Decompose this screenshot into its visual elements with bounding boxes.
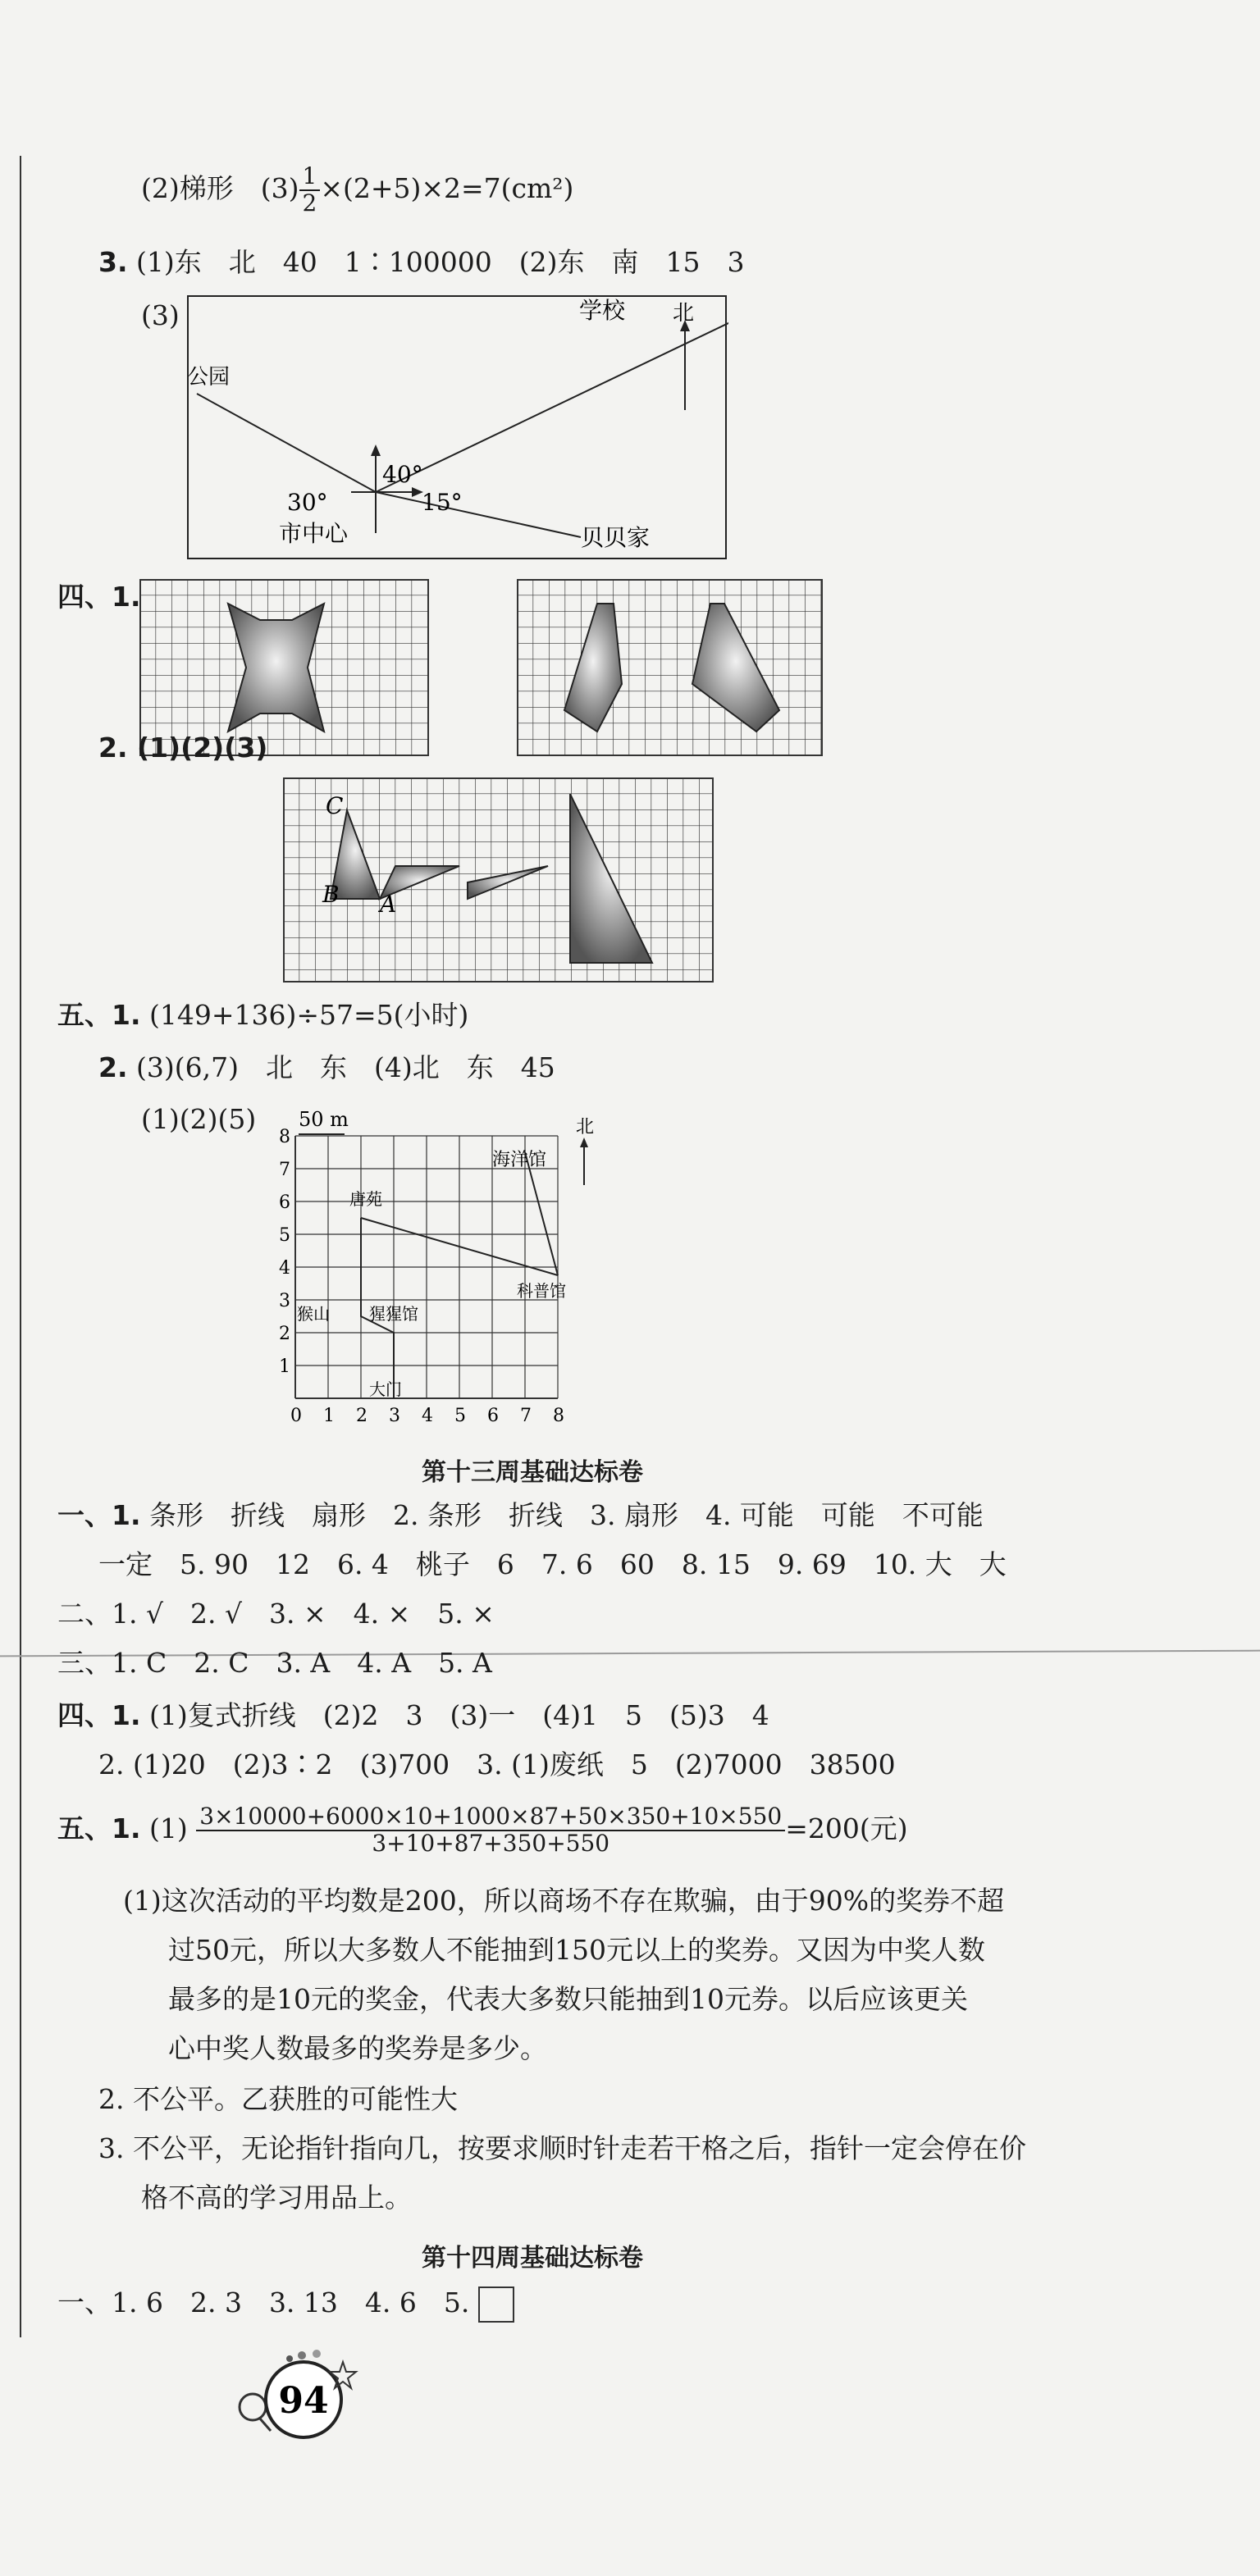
direction-map	[187, 295, 728, 566]
section-5-q2	[98, 1051, 555, 1084]
scale-label: 50 m	[299, 1108, 349, 1131]
label-north: 北	[673, 301, 695, 326]
w13-section1-cont: 一定 5. 90 12 6. 4 桃子 6 7. 6 60 8. 15 9. 69 10. 大 大	[98, 1548, 1007, 1580]
week13-title: 第十三周基础达标卷	[422, 1458, 643, 1487]
w13-5-q3-line1: 3. 不公平，无论指针指向几，按要求顺时针走若干格之后，指针一定会停在价	[98, 2132, 1026, 2164]
w13-section3: 三、1. C 2. C 3. A 4. A 5. A	[57, 1647, 492, 1679]
w13-5-para-line3: 最多的是10元的奖金，代表大多数只能抽到10元券。以后应该更关	[168, 1983, 968, 2015]
x-tick-label: 8	[553, 1406, 564, 1426]
x-tick-label: 5	[454, 1406, 466, 1426]
text: (1)复式折线 (2)2 3 (3)一 (4)1 5 (5)3 4	[149, 1699, 769, 1731]
label-ocean: 海洋馆	[492, 1150, 547, 1170]
label-B: B	[322, 881, 340, 908]
zoo-grid-lines	[295, 1136, 558, 1398]
north-arrow-head	[580, 1138, 588, 1147]
w13-5-para-line2: 过50元，所以大多数人不能抽到150元以上的奖券。又因为中奖人数	[168, 1934, 985, 1966]
grid-2	[517, 579, 829, 759]
x-tick-label: 6	[487, 1406, 499, 1426]
y-tick-label: 5	[279, 1225, 290, 1246]
section-4-label: 四、1.	[57, 581, 141, 613]
w13-5-q3-line2: 格不高的学习用品上。	[141, 2182, 412, 2214]
y-tick-label: 1	[279, 1356, 290, 1377]
section-5-q1	[57, 999, 468, 1032]
y-tick-label: 8	[279, 1127, 290, 1147]
q-number: 2.	[98, 1051, 128, 1083]
answer-q3-3-label: (3)	[141, 299, 180, 331]
q-number: 3.	[98, 246, 128, 278]
week14-title: 第十四周基础达标卷	[422, 2244, 643, 2273]
axis-arrow-up	[371, 445, 381, 456]
label-center: 市中心	[279, 520, 349, 547]
label-40deg: 40°	[382, 461, 423, 488]
y-tick-label: 4	[279, 1258, 290, 1279]
answer-line-q3	[98, 246, 744, 279]
section-4-q2-label: 2. (1)(2)(3)	[98, 732, 268, 764]
grid-3	[283, 777, 718, 987]
page-number: 94	[278, 2380, 329, 2422]
text: ×(2+5)×2=7(cm²)	[320, 171, 574, 204]
dot-decoration	[286, 2355, 293, 2362]
north-label: 北	[576, 1117, 595, 1138]
w13-section1	[57, 1499, 984, 1532]
w13-section2: 二、1. √ 2. √ 3. × 4. × 5. ×	[57, 1598, 495, 1630]
y-tick-label: 7	[279, 1160, 290, 1180]
w13-5-para-line4: 心中奖人数最多的奖券是多少。	[168, 2032, 547, 2064]
x-ticks	[290, 1406, 564, 1426]
y-ticks	[279, 1127, 290, 1377]
w13-section4-cont: 2. (1)20 (2)3∶2 (3)700 3. (1)废纸 5 (2)7000 38500	[98, 1748, 896, 1780]
map-frame	[188, 296, 726, 559]
x-tick-label: 0	[290, 1406, 302, 1426]
path-ocean-sci	[525, 1152, 558, 1275]
w14-section1	[57, 2286, 514, 2323]
y-tick-label: 6	[279, 1192, 290, 1213]
line-to-park	[197, 394, 376, 492]
label-park: 公园	[187, 365, 231, 390]
dot-decoration	[298, 2351, 306, 2359]
zoo-map	[279, 1103, 607, 1439]
q-number: 一、1.	[57, 1499, 141, 1531]
x-tick-label: 1	[323, 1406, 335, 1426]
margin-line	[20, 156, 21, 2337]
w13-5-para-line1: (1)这次活动的平均数是200，所以商场不存在欺骗，由于90%的奖券不超	[123, 1885, 1005, 1917]
label-tang: 唐苑	[349, 1189, 382, 1209]
frac-den: 2	[302, 189, 317, 217]
label-beibei: 贝贝家	[581, 524, 651, 551]
y-tick-label: 3	[279, 1291, 290, 1311]
line-to-beibei	[376, 492, 581, 537]
text: (3)(6,7) 北 东 (4)北 东 45	[136, 1051, 555, 1083]
label-sci: 科普馆	[517, 1281, 566, 1301]
frac-num: 3×10000+6000×10+1000×87+50×350+10×550	[196, 1804, 785, 1831]
dot-decoration	[313, 2350, 321, 2358]
w13-5-q2: 2. 不公平。乙获胜的可能性大	[98, 2083, 458, 2115]
x-tick-label: 2	[356, 1406, 368, 1426]
text: 一、1. 6 2. 3 3. 13 4. 6 5.	[57, 2286, 470, 2318]
magnifier-icon	[240, 2394, 266, 2420]
label-30deg: 30°	[287, 489, 328, 516]
line-to-school	[376, 303, 728, 492]
frac-den: 3+10+87+350+550	[372, 1829, 610, 1857]
page-badge	[220, 2346, 400, 2452]
label-C: C	[326, 792, 344, 819]
w13-section5-formula	[57, 1804, 908, 1857]
section-5-q2-sub: (1)(2)(5)	[141, 1103, 257, 1135]
label-gorilla: 猩猩馆	[369, 1304, 418, 1324]
text: (2)梯形 (3)	[141, 171, 299, 204]
q-number: 五、1.	[57, 1812, 141, 1844]
answer-line-trapezoid	[141, 164, 573, 217]
fraction	[196, 1804, 785, 1857]
text: 条形 折线 扇形 2. 条形 折线 3. 扇形 4. 可能 可能 不可能	[149, 1499, 984, 1531]
empty-box	[478, 2286, 514, 2323]
label-15deg: 15°	[422, 489, 463, 516]
y-tick-label: 2	[279, 1324, 290, 1344]
text: (1)东 北 40 1∶100000 (2)东 南 15 3	[136, 246, 745, 278]
text: (149+136)÷57=5(小时)	[149, 999, 469, 1031]
q-number: 五、1.	[57, 999, 141, 1031]
magnifier-handle	[259, 2418, 271, 2431]
frac-num: 1	[299, 164, 321, 191]
label-monkey: 猴山	[297, 1304, 330, 1324]
q-number: 四、1.	[57, 1699, 141, 1731]
label-A: A	[380, 891, 397, 918]
text: =200(元)	[785, 1812, 908, 1844]
grid-bg	[518, 580, 822, 755]
x-tick-label: 4	[422, 1406, 433, 1426]
text: (1)	[149, 1812, 188, 1844]
w13-section4	[57, 1699, 769, 1732]
x-tick-label: 7	[520, 1406, 532, 1426]
fraction	[299, 164, 321, 217]
x-tick-label: 3	[389, 1406, 400, 1426]
label-school: 学校	[579, 297, 626, 324]
label-gate: 大门	[369, 1379, 402, 1399]
